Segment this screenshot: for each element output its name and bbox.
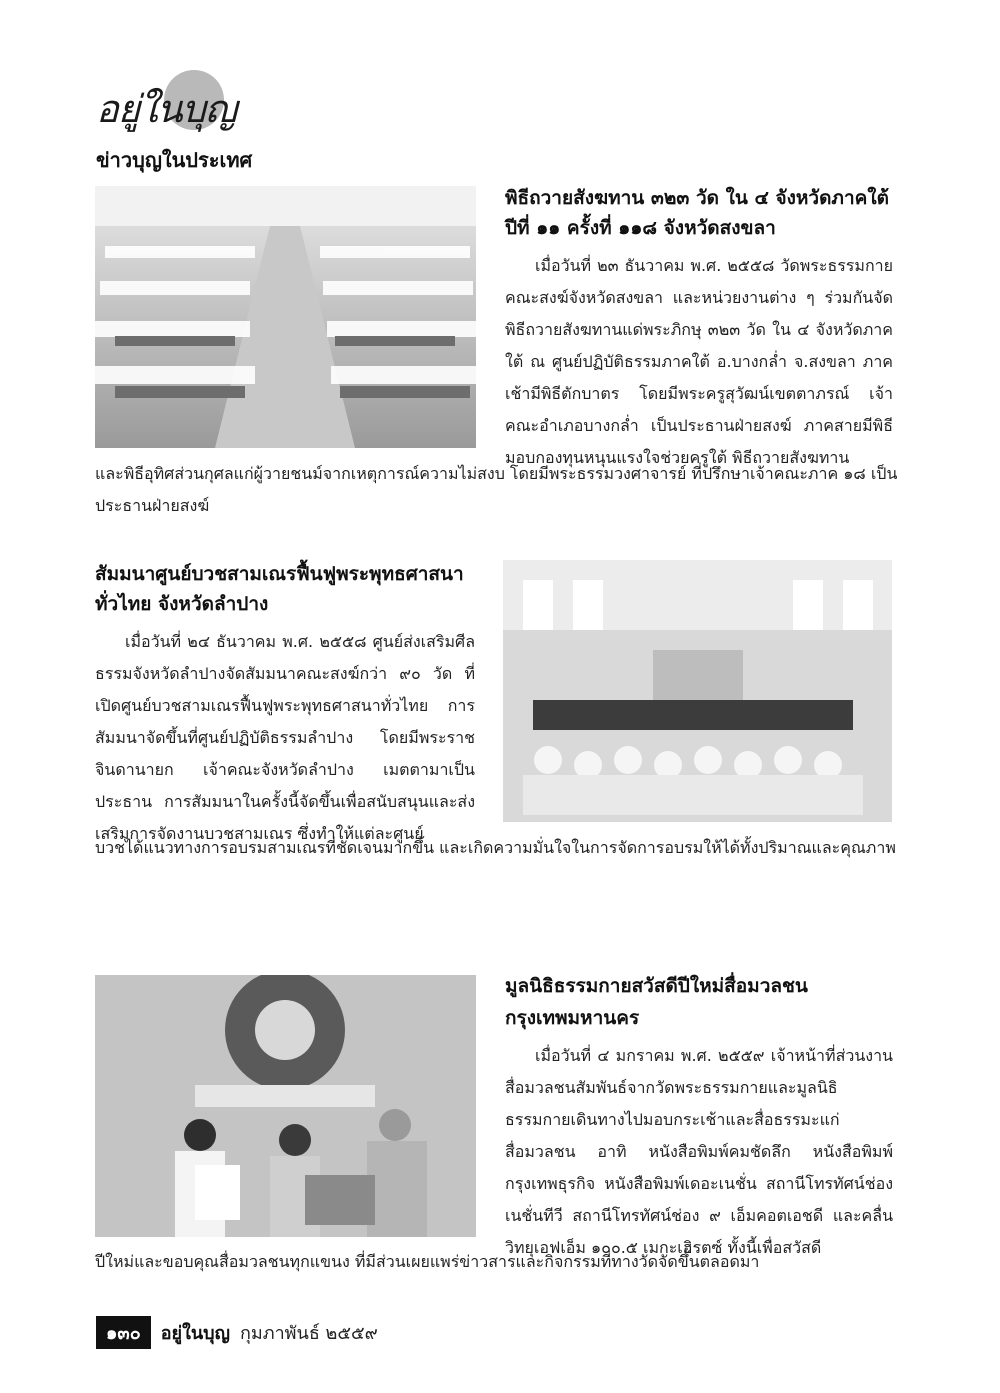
article-2-photo bbox=[503, 560, 892, 822]
article-2-headline-2: ทั่วไทย จังหวัดลำปาง bbox=[95, 593, 269, 615]
article-3-photo bbox=[95, 975, 476, 1237]
article-3-body-full: ปีใหม่และขอบคุณสื่อมวลชนทุกแขนง ที่มีส่วนเผยแพร่ข่าวสารและกิจกรรมที่ทางวัดจัดขึ้นตลอดมา bbox=[95, 1252, 760, 1271]
article-3-headline-1: มูลนิธิธรรมกายสวัสดีปีใหม่สื่อมวลชน bbox=[505, 975, 808, 997]
article-1-headline-1: พิธีถวายสังฆทาน ๓๒๓ วัด ใน ๔ จังหวัดภาคใต้ bbox=[505, 187, 889, 209]
article-3-body-column: เมื่อวันที่ ๔ มกราคม พ.ศ. ๒๕๕๙ เจ้าหน้าที่ส่วนงานสื่อมวลชนสัมพันธ์จากวัดพระธรรมกายและมูลนิธิธรรมกายเดินทางไปมอบกระเช้าและสื่อธรรมะแก่สื่อมวลชน อาทิ หนังสือพิมพ์คมชัดลึก หนังสือพิมพ์กรุงเทพธุรกิจ หนังสือพิมพ์เดอะเนชั่น สถานีโทรทัศน์ช่องเนชั่นทีวี สถานีโทรทัศน์ช่อง ๙ เอ็มคอตเอชดี และคลื่นวิทยุเอฟเอ็ม ๑๐๐.๕ เมกะเฮิรตซ์ ทั้งนี้เพื่อสวัสดี bbox=[505, 1046, 893, 1257]
logo-text: อยู่ในบุญ bbox=[96, 87, 237, 131]
section-title: ข่าวบุญในประเทศ bbox=[96, 148, 253, 172]
article-3-headline-2: กรุงเทพมหานคร bbox=[505, 1007, 640, 1029]
article-1-body-column: เมื่อวันที่ ๒๓ ธันวาคม พ.ศ. ๒๕๕๘ วัดพระธรรมกาย คณะสงฆ์จังหวัดสงขลา และหน่วยงานต่าง ๆ ร่วมกันจัดพิธีถวายสังฆทานแด่พระภิกษุ ๓๒๓ วัด ใน ๔ จังหวัดภาคใต้ ณ ศูนย์ปฏิบัติธรรมภาคใต้ อ.บางกล่ำ จ.สงขลา ภาคเช้ามีพิธีตักบาตร โดยมีพระครูสุวัฒน์เขตตาภรณ์ เจ้าคณะอำเภอบางกล่ำ เป็นประธานฝ่ายสงฆ์ ภาคสายมีพิธีมอบกองทุนหนุนแรงใจช่วยครูใต้ พิธีถวายสังฆทาน bbox=[505, 256, 893, 467]
article-2-body-column: เมื่อวันที่ ๒๔ ธันวาคม พ.ศ. ๒๕๕๘ ศูนย์ส่งเสริมศีลธรรมจังหวัดลำปางจัดสัมมนาคณะสงฆ์กว่า ๙๐ วัด ที่เปิดศูนย์บวชสามเณรฟื้นฟูพระพุทธศาสนาทั่วไทย การสัมมนาจัดขึ้นที่ศูนย์ปฏิบัติธรรมลำปาง โดยมีพระราชจินดานายก เจ้าคณะจังหวัดลำปาง เมตตามาเป็นประธาน การสัมมนาในครั้งนี้จัดขึ้นเพื่อสนับสนุนและส่งเสริมการจัดงานบวชสามเณร ซึ่งทำให้แต่ละศูนย์ bbox=[95, 632, 475, 843]
footer-issue: กุมภาพันธ์ ๒๕๕๙ bbox=[239, 1323, 378, 1344]
footer-magazine-name: อยู่ในบุญ bbox=[160, 1323, 230, 1344]
page-number: ๑๓๐ bbox=[96, 1316, 151, 1349]
page-footer bbox=[96, 1316, 378, 1349]
article-1-body-full: และพิธีอุทิศส่วนกุศลแก่ผู้วายชนม์จากเหตุการณ์ความไม่สงบ โดยมีพระธรรมวงศาจารย์ ที่ปรึกษาเจ้าคณะภาค ๑๘ เป็นประธานฝ่ายสงฆ์ bbox=[95, 464, 898, 515]
article-1-photo bbox=[95, 186, 476, 448]
article-1-headline-2: ปีที่ ๑๑ ครั้งที่ ๑๑๘ จังหวัดสงขลา bbox=[505, 217, 776, 239]
article-2-headline-1: สัมมนาศูนย์บวชสามเณรฟื้นฟูพระพุทธศาสนา bbox=[95, 563, 464, 585]
article-2-body-full: บวชได้แนวทางการอบรมสามเณรที่ชัดเจนมากขึ้น และเกิดความมั่นใจในการจัดการอบรมให้ได้ทั้งปริมาณและคุณภาพ bbox=[95, 838, 896, 857]
magazine-logo bbox=[96, 64, 246, 134]
